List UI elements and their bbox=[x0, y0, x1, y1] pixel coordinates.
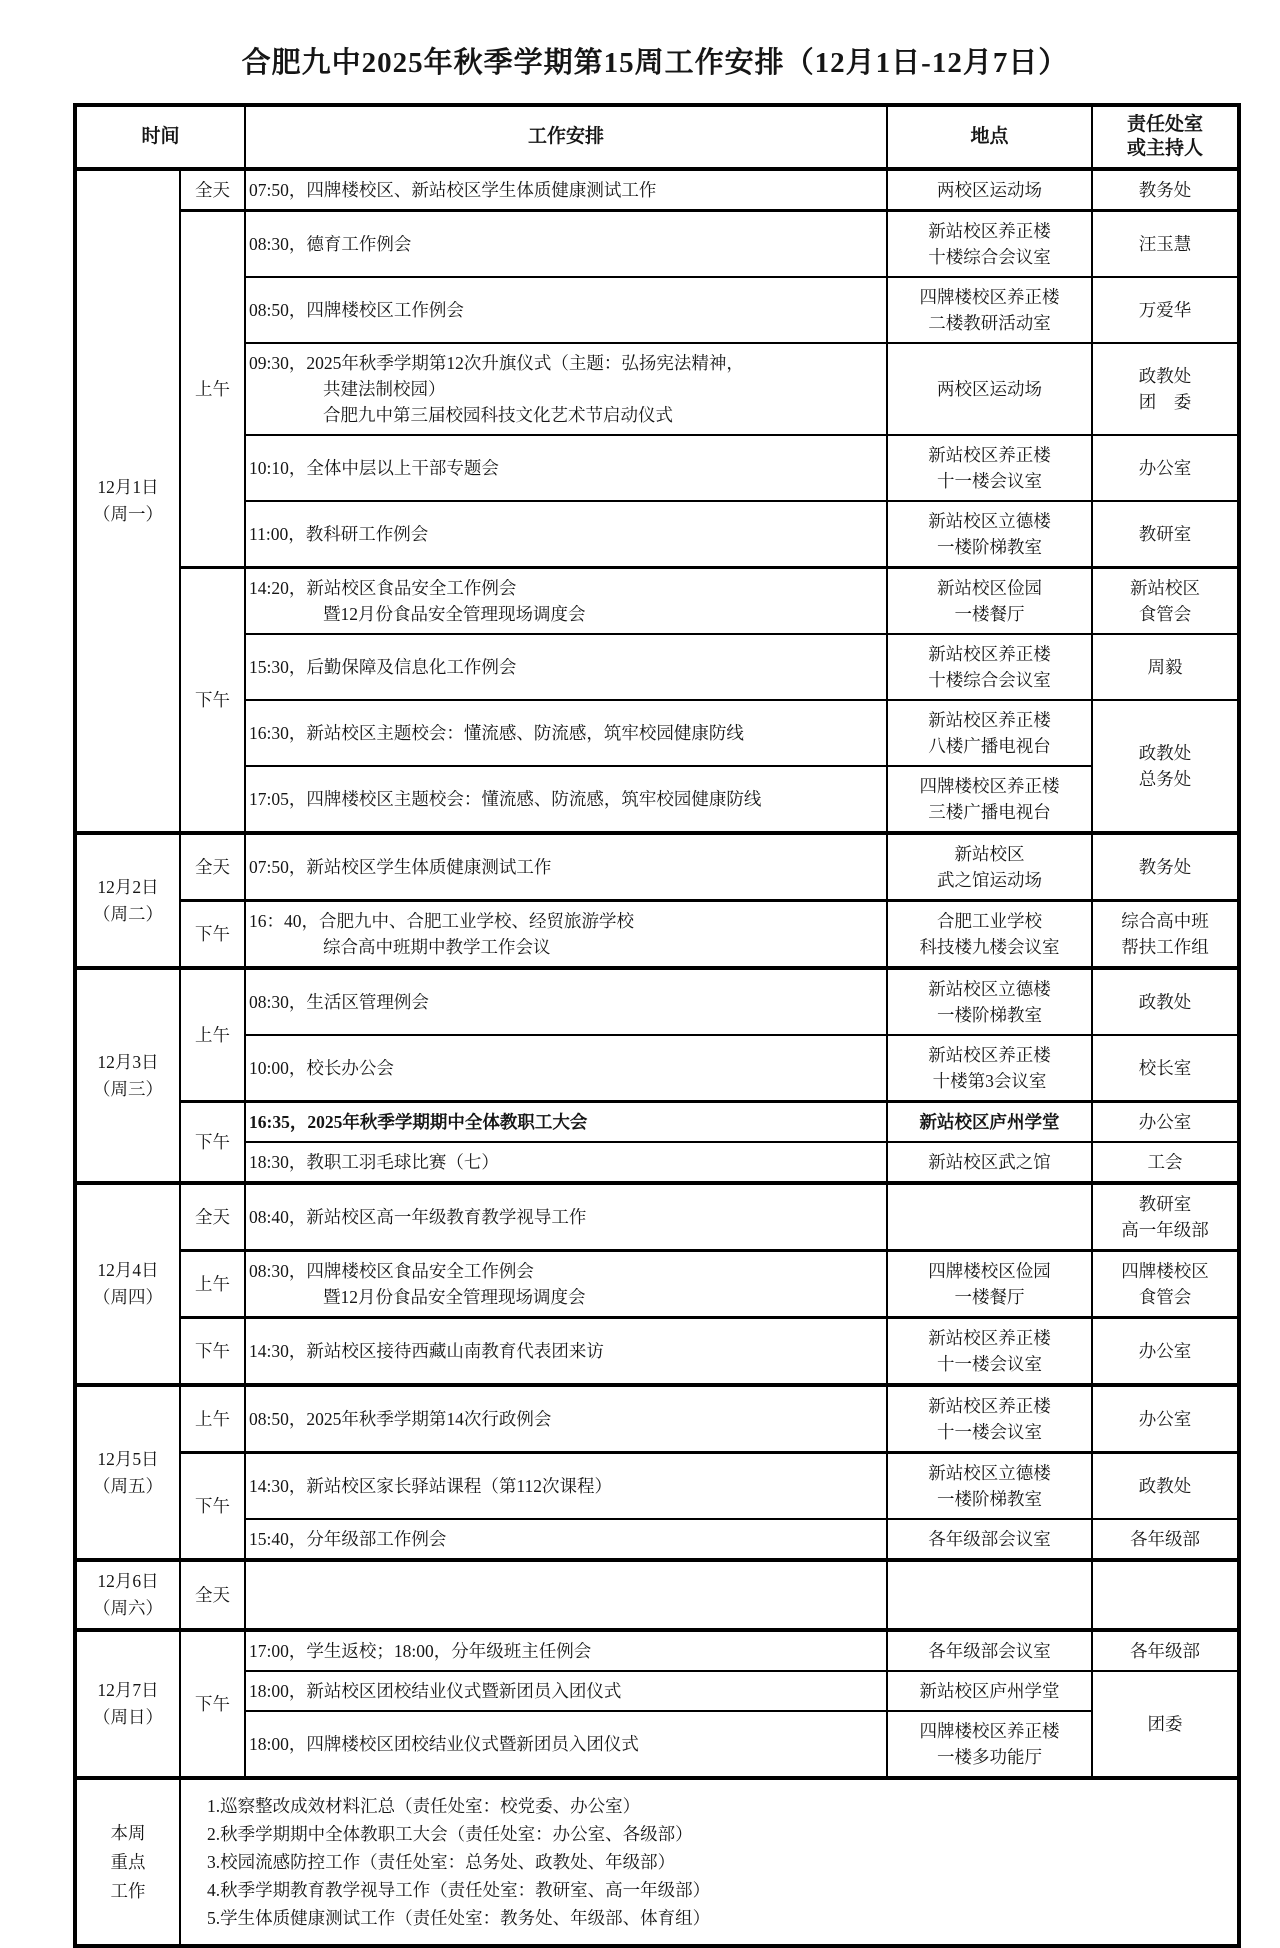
location-cell bbox=[887, 1560, 1092, 1630]
period-cell bbox=[180, 1183, 245, 1251]
responsible-cell-line bbox=[1097, 1582, 1233, 1608]
responsible-cell-line: 各年级部 bbox=[1130, 1641, 1201, 1661]
date-cell bbox=[75, 1385, 180, 1560]
date-cell-line: （周二） bbox=[93, 903, 163, 924]
responsible-cell-line: 综合高中班 bbox=[1121, 911, 1209, 931]
schedule-row bbox=[75, 1453, 1239, 1520]
schedule-row bbox=[75, 1711, 1239, 1778]
location-cell bbox=[887, 901, 1092, 969]
period-cell-line: 上午 bbox=[195, 1409, 230, 1429]
work-cell-line: 16：40，合肥九中、合肥工业学校、经贸旅游学校 bbox=[249, 911, 635, 931]
work-cell-line: 08:50，四牌楼校区工作例会 bbox=[249, 300, 464, 320]
schedule-row bbox=[75, 1385, 1239, 1453]
footer-label-line: 本周 bbox=[110, 1822, 146, 1843]
work-cell-line: 11:00，教科研工作例会 bbox=[249, 524, 429, 544]
responsible-cell bbox=[1092, 1035, 1239, 1102]
footer-notes-line: 5.学生体质健康测试工作（责任处室：教务处、年级部、体育组） bbox=[207, 1908, 711, 1928]
responsible-cell bbox=[1092, 211, 1239, 278]
responsible-cell bbox=[1092, 1183, 1239, 1251]
work-cell-line: 07:50，新站校区学生体质健康测试工作 bbox=[249, 857, 552, 877]
header-responsible-line1: 责任处室 bbox=[1127, 114, 1204, 135]
responsible-cell bbox=[1092, 1385, 1239, 1453]
location-cell-line: 科技楼九楼会议室 bbox=[919, 937, 1060, 957]
schedule-row bbox=[75, 634, 1239, 700]
work-cell-line: 15:40，分年级部工作例会 bbox=[249, 1529, 447, 1549]
responsible-cell-line: 食管会 bbox=[1138, 1287, 1192, 1307]
schedule-table bbox=[73, 103, 1241, 1948]
work-cell bbox=[245, 1035, 887, 1102]
location-cell-line: 一楼餐厅 bbox=[954, 1287, 1025, 1307]
work-cell-line: 15:30，后勤保障及信息化工作例会 bbox=[249, 657, 517, 677]
responsible-cell bbox=[1092, 169, 1239, 211]
responsible-cell bbox=[1092, 1671, 1239, 1778]
work-cell bbox=[245, 1711, 887, 1778]
responsible-cell bbox=[1092, 968, 1239, 1035]
location-cell-line: 新站校区养正楼 bbox=[928, 1328, 1051, 1348]
location-cell-line: 各年级部会议室 bbox=[928, 1641, 1051, 1661]
work-cell bbox=[245, 169, 887, 211]
location-cell-line: 十一楼会议室 bbox=[937, 1422, 1043, 1442]
work-cell bbox=[245, 968, 887, 1035]
period-cell bbox=[180, 1251, 245, 1318]
location-cell bbox=[887, 1318, 1092, 1386]
schedule-row bbox=[75, 1183, 1239, 1251]
work-cell bbox=[245, 1183, 887, 1251]
location-cell-line: 二楼教研活动室 bbox=[928, 313, 1051, 333]
responsible-cell-line: 新站校区 bbox=[1130, 578, 1201, 598]
work-cell bbox=[245, 277, 887, 343]
responsible-cell-line: 工会 bbox=[1147, 1152, 1183, 1172]
work-cell bbox=[245, 700, 887, 766]
date-cell-line: 12月4日 bbox=[97, 1260, 159, 1280]
date-cell-line: （周一） bbox=[93, 504, 163, 524]
period-cell bbox=[180, 1453, 245, 1561]
responsible-cell bbox=[1092, 1102, 1239, 1143]
responsible-cell-line: 办公室 bbox=[1138, 1112, 1192, 1132]
work-cell-line: 08:50，2025年秋季学期第14次行政例会 bbox=[249, 1409, 552, 1429]
footer-notes bbox=[180, 1778, 1239, 1946]
period-cell bbox=[180, 833, 245, 901]
date-cell bbox=[75, 1630, 180, 1778]
period-cell-line: 上午 bbox=[195, 1025, 230, 1045]
header-work bbox=[245, 105, 887, 169]
responsible-cell-line: 团 委 bbox=[1138, 392, 1192, 412]
location-cell-line: 十一楼会议室 bbox=[937, 1354, 1043, 1374]
schedule-row bbox=[75, 435, 1239, 501]
footer-row bbox=[75, 1778, 1239, 1946]
date-cell bbox=[75, 169, 180, 833]
work-cell bbox=[245, 343, 887, 435]
date-cell-line: （周五） bbox=[93, 1475, 163, 1496]
schedule-row bbox=[75, 501, 1239, 568]
work-cell bbox=[245, 1453, 887, 1520]
schedule-row bbox=[75, 343, 1239, 435]
location-cell-line: 十楼综合会议室 bbox=[928, 247, 1051, 267]
date-cell bbox=[75, 833, 180, 968]
work-cell bbox=[245, 1318, 887, 1386]
work-cell-line: 共建法制校园） bbox=[323, 379, 446, 399]
footer-label-line: 工作 bbox=[110, 1880, 146, 1901]
footer-label bbox=[75, 1778, 180, 1946]
location-cell bbox=[887, 1251, 1092, 1318]
footer-notes-line: 1.巡察整改成效材料汇总（责任处室：校党委、办公室） bbox=[207, 1796, 641, 1816]
responsible-cell bbox=[1092, 501, 1239, 568]
schedule-row bbox=[75, 1251, 1239, 1318]
work-cell bbox=[245, 901, 887, 969]
work-cell bbox=[245, 1385, 887, 1453]
table-header bbox=[75, 105, 1239, 169]
period-cell-line: 上午 bbox=[195, 379, 230, 399]
period-cell bbox=[180, 568, 245, 834]
work-cell-line: 07:50，四牌楼校区、新站校区学生体质健康测试工作 bbox=[249, 180, 657, 200]
date-cell-line: （周四） bbox=[93, 1287, 163, 1307]
responsible-cell bbox=[1092, 1142, 1239, 1183]
work-cell bbox=[245, 1671, 887, 1711]
location-cell bbox=[887, 1519, 1092, 1560]
schedule-row bbox=[75, 169, 1239, 211]
schedule-row bbox=[75, 1035, 1239, 1102]
responsible-cell bbox=[1092, 700, 1239, 833]
responsible-cell-line: 汪玉慧 bbox=[1138, 234, 1192, 254]
responsible-cell-line: 团委 bbox=[1147, 1714, 1183, 1734]
work-cell-line: 08:30，德育工作例会 bbox=[249, 234, 412, 254]
location-cell-line: 三楼广播电视台 bbox=[928, 802, 1051, 822]
schedule-row bbox=[75, 1318, 1239, 1386]
work-cell-line: 10:10，全体中层以上干部专题会 bbox=[249, 458, 499, 478]
location-cell-line: 新站校区立德楼 bbox=[928, 979, 1051, 999]
period-cell bbox=[180, 1560, 245, 1630]
header-row bbox=[75, 105, 1239, 169]
date-cell-line: 12月2日 bbox=[97, 876, 159, 897]
date-cell-line: 12月7日 bbox=[97, 1680, 159, 1700]
responsible-cell-line: 办公室 bbox=[1138, 1409, 1192, 1429]
location-cell-line: 两校区运动场 bbox=[937, 379, 1043, 399]
header-location-label: 地点 bbox=[970, 126, 1009, 147]
date-cell-line: （周三） bbox=[93, 1078, 163, 1099]
location-cell bbox=[887, 169, 1092, 211]
responsible-cell bbox=[1092, 1453, 1239, 1520]
responsible-cell-line: 政教处 bbox=[1138, 743, 1192, 763]
work-cell bbox=[245, 501, 887, 568]
work-cell-line: 合肥九中第三届校园科技文化艺术节启动仪式 bbox=[323, 405, 674, 425]
header-responsible bbox=[1092, 105, 1239, 169]
responsible-cell-line: 教研室 bbox=[1138, 524, 1192, 544]
period-cell bbox=[180, 1102, 245, 1184]
period-cell-line: 全天 bbox=[195, 857, 230, 877]
period-cell bbox=[180, 211, 245, 568]
location-cell-line: 一楼餐厅 bbox=[954, 604, 1025, 624]
location-cell bbox=[887, 1142, 1092, 1183]
work-cell bbox=[245, 435, 887, 501]
date-cell-line: （周六） bbox=[93, 1598, 163, 1618]
location-cell bbox=[887, 1102, 1092, 1143]
location-cell-line: 各年级部会议室 bbox=[928, 1529, 1051, 1549]
location-cell-line: 武之馆运动场 bbox=[937, 870, 1043, 890]
responsible-cell bbox=[1092, 901, 1239, 969]
location-cell bbox=[887, 1671, 1092, 1711]
work-cell-line: 14:30，新站校区家长驿站课程（第112次课程） bbox=[249, 1476, 612, 1496]
work-cell-line: 暨12月份食品安全管理现场调度会 bbox=[323, 1287, 586, 1307]
period-cell-line: 下午 bbox=[195, 1694, 230, 1714]
location-cell-line bbox=[892, 1582, 1087, 1608]
responsible-cell-line: 政教处 bbox=[1138, 366, 1192, 386]
responsible-cell-line: 各年级部 bbox=[1130, 1529, 1201, 1549]
responsible-cell-line: 总务处 bbox=[1138, 769, 1192, 789]
work-cell-line: 08:40，新站校区高一年级教育教学视导工作 bbox=[249, 1207, 587, 1227]
responsible-cell-line: 校长室 bbox=[1138, 1058, 1192, 1078]
work-cell bbox=[245, 1251, 887, 1318]
responsible-cell-line: 教研室 bbox=[1138, 1194, 1192, 1214]
location-cell bbox=[887, 833, 1092, 901]
responsible-cell-line: 办公室 bbox=[1138, 458, 1192, 478]
date-cell bbox=[75, 1183, 180, 1385]
schedule-row bbox=[75, 1630, 1239, 1671]
schedule-row bbox=[75, 833, 1239, 901]
footer-notes-line: 4.秋季学期教育教学视导工作（责任处室：教研室、高一年级部） bbox=[207, 1880, 711, 1900]
schedule-row bbox=[75, 968, 1239, 1035]
responsible-cell bbox=[1092, 277, 1239, 343]
location-cell bbox=[887, 568, 1092, 635]
location-cell-line: 新站校区养正楼 bbox=[928, 1045, 1051, 1065]
responsible-cell-line: 办公室 bbox=[1138, 1341, 1192, 1361]
responsible-cell bbox=[1092, 1630, 1239, 1671]
work-cell-line: 16:30，新站校区主题校会：懂流感、防流感，筑牢校园健康防线 bbox=[249, 723, 744, 743]
work-cell bbox=[245, 1519, 887, 1560]
period-cell-line: 上午 bbox=[195, 1274, 230, 1294]
period-cell-line: 全天 bbox=[195, 180, 230, 200]
schedule-row bbox=[75, 568, 1239, 635]
location-cell bbox=[887, 343, 1092, 435]
location-cell-line: 一楼阶梯教室 bbox=[937, 537, 1043, 557]
responsible-cell-line: 帮扶工作组 bbox=[1121, 937, 1209, 957]
location-cell bbox=[887, 1035, 1092, 1102]
date-cell-line: 12月3日 bbox=[97, 1051, 159, 1072]
location-cell-line: 新站校区俭园 bbox=[937, 578, 1043, 598]
header-time-label: 时间 bbox=[141, 126, 180, 147]
period-cell bbox=[180, 901, 245, 969]
location-cell bbox=[887, 435, 1092, 501]
work-cell bbox=[245, 211, 887, 278]
location-cell bbox=[887, 277, 1092, 343]
location-cell bbox=[887, 1630, 1092, 1671]
period-cell-line: 下午 bbox=[195, 1496, 230, 1516]
schedule-row bbox=[75, 1102, 1239, 1143]
location-cell-line: 新站校区 bbox=[954, 844, 1025, 864]
schedule-row bbox=[75, 1671, 1239, 1711]
responsible-cell bbox=[1092, 833, 1239, 901]
responsible-cell bbox=[1092, 634, 1239, 700]
work-cell bbox=[245, 1142, 887, 1183]
work-cell-line: 09:30，2025年秋季学期第12次升旗仪式（主题：弘扬宪法精神， bbox=[249, 353, 744, 373]
responsible-cell-line: 政教处 bbox=[1138, 1476, 1192, 1496]
work-cell bbox=[245, 833, 887, 901]
location-cell-line: 十楼综合会议室 bbox=[928, 670, 1051, 690]
location-cell-line: 新站校区庐州学堂 bbox=[919, 1112, 1060, 1132]
location-cell-line: 八楼广播电视台 bbox=[928, 736, 1051, 756]
location-cell bbox=[887, 1385, 1092, 1453]
responsible-cell bbox=[1092, 435, 1239, 501]
date-cell-line: （周日） bbox=[93, 1707, 163, 1727]
location-cell-line: 新站校区养正楼 bbox=[928, 221, 1051, 241]
location-cell-line: 新站校区养正楼 bbox=[928, 445, 1051, 465]
responsible-cell-line: 食管会 bbox=[1138, 604, 1192, 624]
location-cell-line: 四牌楼校区养正楼 bbox=[919, 776, 1060, 796]
work-cell-line: 10:00，校长办公会 bbox=[249, 1058, 394, 1078]
period-cell bbox=[180, 1318, 245, 1386]
work-cell bbox=[245, 1560, 887, 1630]
responsible-cell-line: 教务处 bbox=[1138, 180, 1192, 200]
date-cell bbox=[75, 1560, 180, 1630]
period-cell bbox=[180, 1630, 245, 1778]
period-cell bbox=[180, 169, 245, 211]
location-cell bbox=[887, 211, 1092, 278]
location-cell-line: 合肥工业学校 bbox=[937, 911, 1043, 931]
responsible-cell bbox=[1092, 343, 1239, 435]
location-cell-line: 十楼第3会议室 bbox=[932, 1071, 1047, 1091]
work-cell-line: 17:05，四牌楼校区主题校会：懂流感、防流感，筑牢校园健康防线 bbox=[249, 789, 762, 809]
location-cell-line: 一楼阶梯教室 bbox=[937, 1005, 1043, 1025]
period-cell-line: 下午 bbox=[195, 924, 230, 944]
work-cell-line: 暨12月份食品安全管理现场调度会 bbox=[323, 604, 586, 624]
work-cell-line: 综合高中班期中教学工作会议 bbox=[323, 937, 551, 957]
location-cell-line: 四牌楼校区俭园 bbox=[928, 1261, 1051, 1281]
header-responsible-line2: 或主持人 bbox=[1127, 138, 1204, 159]
work-cell-line: 14:30，新站校区接待西藏山南教育代表团来访 bbox=[249, 1341, 604, 1361]
period-cell-line: 下午 bbox=[195, 1132, 230, 1152]
location-cell-line: 新站校区养正楼 bbox=[928, 1396, 1051, 1416]
work-cell bbox=[245, 766, 887, 833]
location-cell-line: 新站校区养正楼 bbox=[928, 644, 1051, 664]
period-cell-line: 下午 bbox=[195, 1341, 230, 1361]
location-cell-line: 新站校区立德楼 bbox=[928, 511, 1051, 531]
location-cell-line: 十一楼会议室 bbox=[937, 471, 1043, 491]
location-cell-line: 一楼阶梯教室 bbox=[937, 1489, 1043, 1509]
responsible-cell-line: 教务处 bbox=[1138, 857, 1192, 877]
schedule-row bbox=[75, 211, 1239, 278]
work-cell bbox=[245, 1102, 887, 1143]
work-cell bbox=[245, 568, 887, 635]
work-cell-line: 08:30，四牌楼校区食品安全工作例会 bbox=[249, 1261, 534, 1281]
location-cell bbox=[887, 968, 1092, 1035]
schedule-row bbox=[75, 1142, 1239, 1183]
location-cell bbox=[887, 1183, 1092, 1251]
table-body bbox=[75, 169, 1239, 1946]
schedule-row bbox=[75, 700, 1239, 766]
location-cell bbox=[887, 766, 1092, 833]
responsible-cell-line: 四牌楼校区 bbox=[1121, 1261, 1209, 1281]
schedule-row bbox=[75, 766, 1239, 833]
footer-label-line: 重点 bbox=[110, 1851, 146, 1872]
header-work-label: 工作安排 bbox=[528, 126, 605, 147]
work-cell bbox=[245, 634, 887, 700]
period-cell bbox=[180, 1385, 245, 1453]
page-title: 合肥九中2025年秋季学期第15周工作安排（12月1日-12月7日） bbox=[241, 47, 1069, 79]
responsible-cell bbox=[1092, 568, 1239, 635]
work-cell-line: 16:35，2025年秋季学期期中全体教职工大会 bbox=[249, 1112, 588, 1132]
work-cell-line: 18:00，新站校区团校结业仪式暨新团员入团仪式 bbox=[249, 1681, 622, 1701]
location-cell-line: 四牌楼校区养正楼 bbox=[919, 287, 1060, 307]
responsible-cell-line: 政教处 bbox=[1138, 992, 1192, 1012]
work-cell-line: 17:00，学生返校；18:00，分年级班主任例会 bbox=[249, 1641, 592, 1661]
responsible-cell bbox=[1092, 1251, 1239, 1318]
schedule-row bbox=[75, 901, 1239, 969]
period-cell-line: 全天 bbox=[195, 1585, 230, 1605]
date-cell bbox=[75, 968, 180, 1183]
header-time bbox=[75, 105, 245, 169]
location-cell-line: 两校区运动场 bbox=[937, 180, 1043, 200]
responsible-cell-line: 高一年级部 bbox=[1121, 1220, 1209, 1240]
responsible-cell bbox=[1092, 1560, 1239, 1630]
location-cell-line bbox=[892, 1204, 1087, 1230]
date-cell-line: 12月5日 bbox=[97, 1448, 159, 1469]
footer-notes-line: 3.校园流感防控工作（责任处室：总务处、政教处、年级部） bbox=[207, 1852, 676, 1872]
location-cell bbox=[887, 634, 1092, 700]
period-cell bbox=[180, 968, 245, 1102]
work-cell-line: 18:00，四牌楼校区团校结业仪式暨新团员入团仪式 bbox=[249, 1734, 639, 1754]
work-cell-line: 08:30，生活区管理例会 bbox=[249, 992, 429, 1012]
schedule-row bbox=[75, 1519, 1239, 1560]
period-cell-line: 下午 bbox=[195, 690, 230, 710]
work-cell bbox=[245, 1630, 887, 1671]
location-cell-line: 四牌楼校区养正楼 bbox=[919, 1721, 1060, 1741]
location-cell-line: 新站校区武之馆 bbox=[928, 1152, 1051, 1172]
schedule-row bbox=[75, 277, 1239, 343]
date-cell-line: 12月6日 bbox=[97, 1571, 159, 1591]
responsible-cell-line: 周毅 bbox=[1147, 657, 1183, 677]
location-cell bbox=[887, 700, 1092, 766]
work-cell-line: 14:20，新站校区食品安全工作例会 bbox=[249, 578, 517, 598]
responsible-cell bbox=[1092, 1519, 1239, 1560]
header-location bbox=[887, 105, 1092, 169]
location-cell bbox=[887, 501, 1092, 568]
location-cell-line: 新站校区庐州学堂 bbox=[919, 1681, 1060, 1701]
work-cell-line: 18:30，教职工羽毛球比赛（七） bbox=[249, 1152, 499, 1172]
location-cell-line: 新站校区立德楼 bbox=[928, 1463, 1051, 1483]
responsible-cell bbox=[1092, 1318, 1239, 1386]
footer-notes-line: 2.秋季学期期中全体教职工大会（责任处室：办公室、各级部） bbox=[207, 1824, 693, 1844]
work-cell-line bbox=[249, 1582, 880, 1608]
responsible-cell-line: 万爱华 bbox=[1138, 300, 1192, 320]
location-cell-line: 新站校区养正楼 bbox=[928, 710, 1051, 730]
location-cell bbox=[887, 1453, 1092, 1520]
schedule-row bbox=[75, 1560, 1239, 1630]
location-cell bbox=[887, 1711, 1092, 1778]
date-cell-line: 12月1日 bbox=[97, 477, 159, 497]
period-cell-line: 全天 bbox=[195, 1207, 230, 1227]
location-cell-line: 一楼多功能厅 bbox=[937, 1747, 1043, 1767]
